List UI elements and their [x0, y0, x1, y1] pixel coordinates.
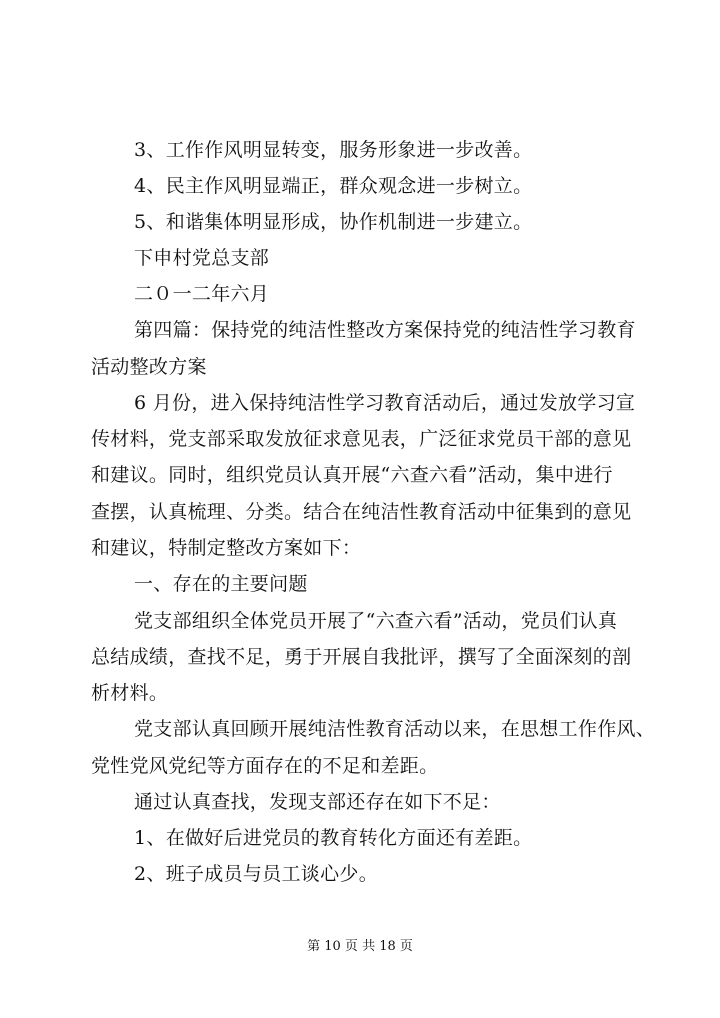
list-item: 1、在做好后进党员的教育转化方面还有差距。	[134, 827, 533, 849]
subheading: 一、存在的主要问题	[134, 573, 308, 595]
text-line: 5、和谐集体明显形成，协作机制进一步建立。	[134, 211, 533, 233]
paragraph-line: 传材料，党支部采取发放征求意见表，广泛征求党员干部的意见	[91, 428, 632, 450]
paragraph-line: 通过认真查找，发现支部还存在如下不足：	[134, 791, 501, 813]
paragraph-line: 和建议。同时，组织党员认真开展“六查六看”活动，集中进行	[91, 464, 613, 486]
paragraph-line: 党支部认真回顾开展纯洁性教育活动以来，在思想工作作风、	[134, 718, 656, 740]
text-line: 二０一二年六月	[134, 283, 270, 305]
page-number-footer: 第 10 页 共 18 页	[307, 939, 413, 954]
text-line: 4、民主作风明显端正，群众观念进一步树立。	[134, 175, 533, 197]
text-line: 下申村党总支部	[134, 247, 270, 269]
section-heading-continued: 活动整改方案	[91, 356, 207, 378]
section-heading: 第四篇：保持党的纯洁性整改方案保持党的纯洁性学习教育	[134, 319, 636, 341]
text-line: 3、工作作风明显转变，服务形象进一步改善。	[134, 139, 533, 161]
paragraph-line: 总结成绩，查找不足，勇于开展自我批评，撰写了全面深刻的剖	[91, 646, 632, 668]
paragraph-line: 查摆，认真梳理、分类。结合在纯洁性教育活动中征集到的意见	[91, 501, 632, 523]
paragraph-line: 党性党风党纪等方面存在的不足和差距。	[91, 755, 439, 777]
paragraph-line: 6 月份，进入保持纯洁性学习教育活动后，通过发放学习宣	[134, 392, 636, 414]
list-item: 2、班子成员与员工谈心少。	[134, 863, 378, 885]
paragraph-line: 和建议，特制定整改方案如下：	[91, 537, 362, 559]
paragraph-line: 党支部组织全体党员开展了“六查六看”活动，党员们认真	[134, 610, 618, 632]
paragraph-line: 析材料。	[91, 682, 169, 704]
